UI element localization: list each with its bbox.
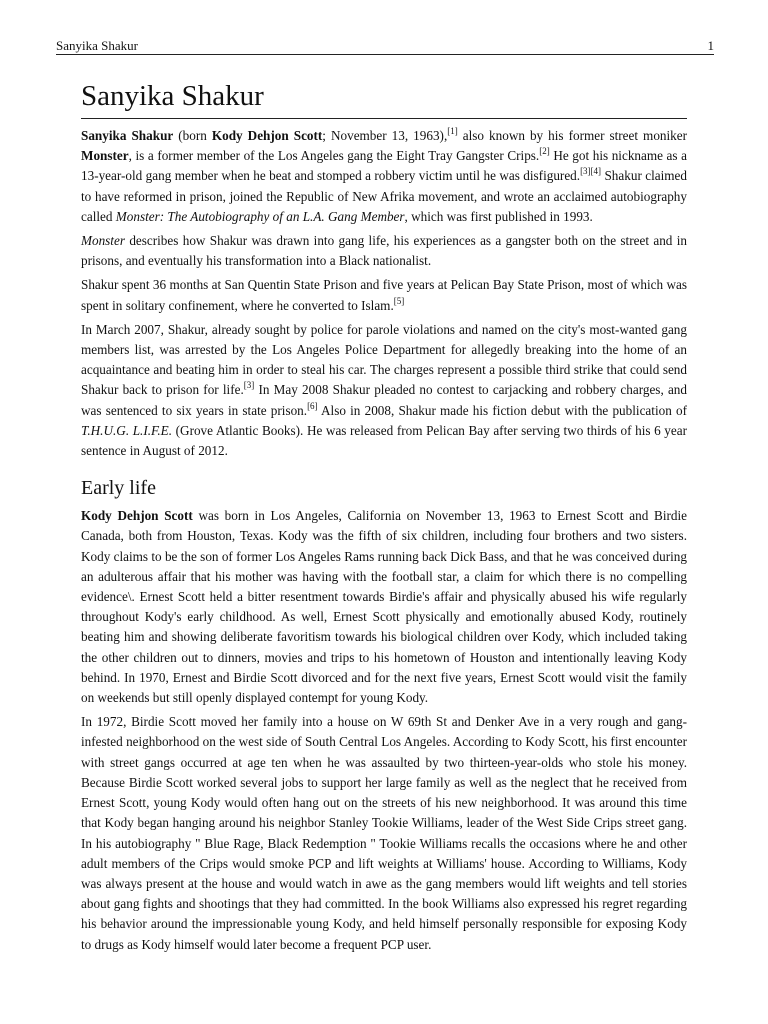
intro-text: also known by his former street moniker [457,128,688,143]
prison-paragraph [81,275,687,315]
birth-name: Kody Dehjon Scott [81,508,193,524]
book-title: Monster [81,233,125,249]
intro-text: Shakur claimed to have reformed in prison, joined the Republic of New Afrika movement, and wrote an acclaimed autobiography called [81,168,687,224]
article-body [81,78,687,959]
reference-link[interactable]: [6] [307,400,318,411]
subject-name: Sanyika Shakur [81,128,174,143]
paragraph-text: (Grove Atlantic Books). He was released from Pelican Bay after serving two thirds of his 6 year sentence in August of 2012. [81,422,687,459]
monster-paragraph [81,231,687,271]
running-header-title: Sanyika Shakur [56,38,138,53]
intro-text: ; November 13, 1963), [322,128,448,143]
reference-link[interactable]: [3] [243,380,255,391]
running-header [56,36,714,55]
reference-link[interactable]: [1] [447,126,458,136]
early-life-paragraph-2: In 1972, Birdie Scott moved her family into a house on W 69th St and Denker Ave in a very rough and gang-infested neighborhood on the west side of South Central Los Angeles. According to Kody Scott, his first encounter with street gangs occurred at age ten when he was assaulted by two thirteen-year-olds who stole his money. Because Birdie Scott worked several jobs to support her large family as well as the neglect that he received from Ernest Scott, young Kody would often hang out on the streets of his new neighborhood. It was around this time that Kody began hanging around his neighbor Stanley Tookie Williams, leader of the West Side Crips street gang. In his autobiography " Blue Rage, Black Redemption " Tookie Williams recalls the occasions where he and other adult members of the Crips would smoke PCP and lift weights at Williams' house. According to Williams, Kody was always present at the house and would watch in awe as the gang members would lift weights and tell stories about gang fights and shootings that they had committed. In the book Williams also expressed his regret regarding his behavior around the impressionable young Kody, and held himself personally responsible for exposing Kody to drugs as Kody himself would later become a frequent PCP user. [81,714,687,952]
paragraph-text: In March 2007, Shakur, already sought by police for parole violations and named on the city's most-wanted gang members list, was arrested by the Los Angeles Police Department for allegedly breaking into the home of an acquaintance and beating him in order to steal his car. The charges represent a possible third strike that could send Shakur back to prison for life. [81,321,687,398]
intro-text: (born [173,128,212,143]
section-heading-early-life: Early life [81,477,156,500]
book-title: Monster: The Autobiography of an L.A. Gang Member [115,208,405,224]
book-title: T.H.U.G. L.I.F.E. [81,422,173,438]
page-number: 1 [707,38,714,53]
reference-link[interactable]: [2] [539,146,550,157]
early-life-paragraph [81,506,687,708]
arrest-paragraph [81,320,687,461]
paragraph-text: Shakur spent 36 months at San Quentin State Prison and five years at Pelican Bay State Prison, most of which was spent in solitary confinement, where he converted to Islam. [81,277,687,313]
paragraph-text: Also in 2008, Shakur made his fiction debut with the publication of [317,402,687,418]
birth-name: Kody Dehjon Scott [211,128,323,143]
intro-text: , which was first published in 1993. [404,208,593,224]
reference-link[interactable]: [5] [393,295,405,306]
intro-text: He got his nickname as a 13-year-old gang member when he beat and stomped a robbery victim until he was disfigured. [81,148,687,184]
nickname: Monster [81,148,129,164]
paragraph-text: In May 2008 Shakur pleaded no contest to carjacking and robbery charges, and was sentenced to six years in state prison. [81,382,687,418]
reference-link[interactable]: [3][4] [580,166,602,177]
intro-text: , is a former member of the Los Angeles gang the Eight Tray Gangster Crips. [128,148,540,164]
intro-paragraph [81,126,687,227]
paragraph-text: describes how Shakur was drawn into gang life, his experiences as a gangster both on the street and in prisons, and eventually his transformation into a Black nationalist. [81,233,687,269]
article-title: Sanyika Shakur [81,78,687,119]
paragraph-text: was born in Los Angeles, California on November 13, 1963 to Ernest Scott and Birdie Canada, both from Houston, Texas. Kody was the fifth of six children, including four brothers and two sisters. Kody claims to be the son of former Los Angeles Rams running back Dick Bass, and that he was conceived during an adulterous affair that his mother was having with the football star, a claim for which there is no compelling evidence\. Ernest Scott held a bitter resentment towards Birdie's affair and physically abused his wife regularly throughout Kody's early childhood. As well, Ernest Scott physically and emotionally abused Kody, routinely beating him and showing deliberate favoritism towards his biological children over Kody, which included taking the other children out to dinners, movies and trips to his hometown of Houston and intentionally leaving Kody behind. In 1970, Ernest and Birdie Scott divorced and for the next five years, Ernest Scott would visit the family on weekends but still openly displayed contempt for young Kody. [81,508,687,706]
